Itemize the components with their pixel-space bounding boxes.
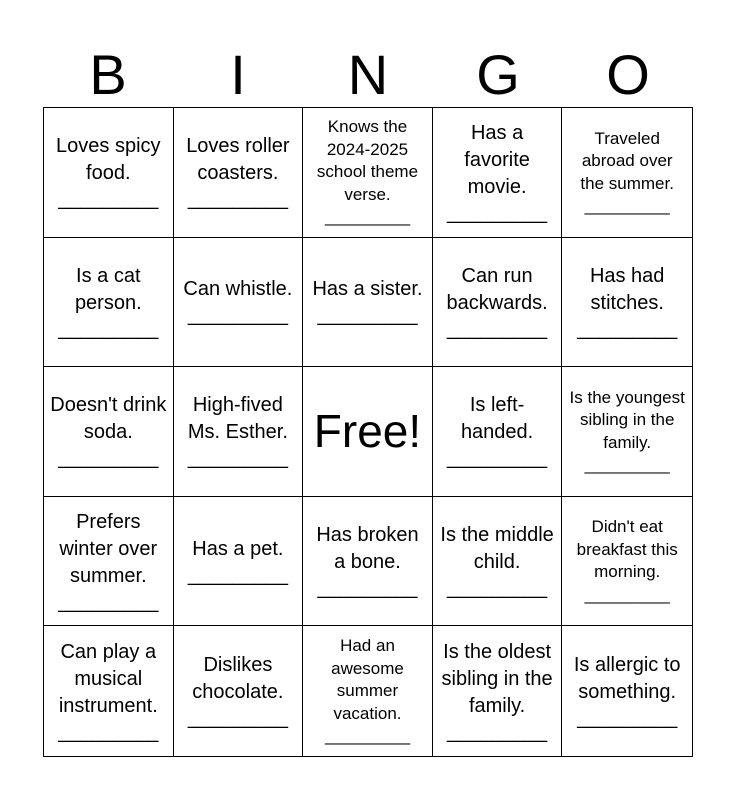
signature-line: _________ [324,207,411,227]
bingo-cell [44,108,174,238]
bingo-header [43,42,693,108]
cell-prompt: Traveled abroad over the summer. [580,128,674,193]
signature-line: _________ [584,196,670,216]
cell-prompt: Loves roller coasters. [186,135,290,185]
bingo-cell [433,497,563,627]
signature-line: _________ [447,201,548,224]
cell-prompt: Can whistle. [183,278,293,301]
bingo-cell [433,108,563,238]
cell-prompt: Is the oldest sibling in the family. [441,640,553,717]
cell-prompt: Knows the 2024-2025 school theme verse. [316,117,419,204]
bingo-cell [433,626,563,756]
header-letter-n: N [347,43,389,106]
bingo-cell [44,367,174,497]
header-letter-g: G [476,43,520,106]
cell-prompt: Is the youngest sibling in the family. [569,387,685,452]
header-letter-i: I [230,43,246,106]
bingo-cell [44,626,174,756]
signature-line: _________ [317,577,418,600]
header-letter-b: B [89,43,127,106]
bingo-cell [174,108,304,238]
bingo-cell [174,626,304,756]
bingo-cell [174,238,304,368]
cell-prompt: Doesn't drink soda. [50,394,167,444]
signature-line: _________ [447,447,548,470]
cell-prompt: Has had stitches. [589,264,665,314]
cell-prompt: Is left-handed. [460,394,534,444]
signature-line: _________ [447,720,548,743]
free-space-text: Free! [313,405,422,458]
signature-line: _________ [324,726,411,746]
cell-prompt: Is allergic to something. [573,654,681,704]
bingo-cell [303,238,433,368]
signature-line: _________ [58,317,159,340]
cell-prompt: Has a favorite movie. [464,121,530,198]
cell-prompt: Had an awesome summer vacation. [331,636,404,723]
signature-line: _________ [447,317,548,340]
bingo-cell [562,497,692,627]
bingo-cell [562,367,692,497]
header-letter-o: O [606,43,650,106]
signature-line: _________ [187,447,288,470]
bingo-cell [174,497,304,627]
cell-prompt: Can play a musical instrument. [58,640,158,717]
bingo-cell [562,238,692,368]
free-space-cell [303,367,433,497]
cell-prompt: High-fived Ms. Esther. [187,394,288,444]
cell-prompt: Dislikes chocolate. [192,654,284,704]
cell-prompt: Didn't eat breakfast this morning. [576,517,678,582]
signature-line: _________ [187,707,288,730]
signature-line: _________ [317,304,418,327]
cell-prompt: Prefers winter over summer. [59,510,158,587]
bingo-cell [562,626,692,756]
bingo-cell [303,626,433,756]
cell-prompt: Loves spicy food. [56,135,161,185]
bingo-grid [43,107,693,757]
signature-line: _________ [58,188,159,211]
signature-line: _________ [187,563,288,586]
signature-line: _________ [577,317,678,340]
cell-prompt: Is the middle child. [440,524,554,574]
bingo-cell [303,497,433,627]
bingo-cell [44,238,174,368]
signature-line: _________ [187,304,288,327]
bingo-cell [44,497,174,627]
bingo-cell [433,367,563,497]
bingo-cell [303,108,433,238]
cell-prompt: Has a pet. [192,537,284,560]
bingo-cell [433,238,563,368]
signature-line: _________ [584,584,670,604]
bingo-cell [174,367,304,497]
cell-prompt: Is a cat person. [74,264,142,314]
signature-line: _________ [187,188,288,211]
cell-prompt: Has a sister. [312,278,423,301]
signature-line: _________ [447,577,548,600]
cell-prompt: Has broken a bone. [316,524,419,574]
signature-line: _________ [577,707,678,730]
bingo-cell [562,108,692,238]
signature-line: _________ [58,720,159,743]
signature-line: _________ [58,590,159,613]
signature-line: _________ [584,455,670,475]
signature-line: _________ [58,447,159,470]
cell-prompt: Can run backwards. [446,264,548,314]
